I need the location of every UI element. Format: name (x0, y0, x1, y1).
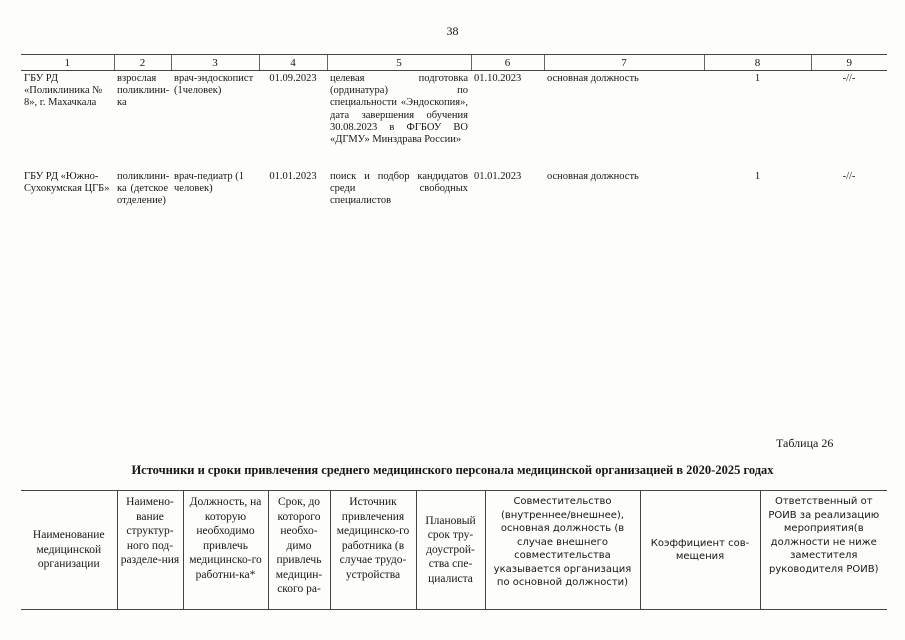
coefficient-cell: 1 (754, 73, 761, 84)
subdivision-cell: взрослая поликлини-ка (117, 73, 170, 109)
column-number: 9 (811, 55, 887, 71)
responsible-cell: -//- (842, 73, 856, 84)
combination-cell: основная должность (547, 171, 639, 182)
column-number: 8 (704, 55, 811, 71)
header-cell-source: Источник привлечения медицинско-го работника (в случае трудо-устройства (330, 491, 416, 610)
column-number: 4 (259, 55, 327, 71)
header-cell-deadline: Срок, до которого необхо-димо привлечь медицин-ского ра- (268, 491, 330, 610)
column-number: 2 (114, 55, 171, 71)
column-number: 6 (471, 55, 544, 71)
header-cell-position: Должность, на которую необходимо привлечь медицинско-го работни-ка* (183, 491, 268, 610)
combination-cell: основная должность (547, 73, 639, 84)
column-number: 1 (21, 55, 114, 71)
table-title: Источники и сроки привлечения среднего медицинского персонала медицинской организацией в 2020-2025 годах (131, 463, 774, 477)
position-cell: врач-эндоскопист (1человек) (174, 73, 254, 97)
header-cell-planned-date: Плановый срок тру-доустрой-ства спе-циалиста (416, 491, 485, 610)
header-cell-responsible: Ответственный от РОИВ за реализацию мероприятия(в должности не ниже заместителя руководителя РОИВ) (760, 491, 887, 610)
header-row (21, 491, 887, 610)
header-cell-combination: Совместительство (внутреннее/внешнее), основная должность (в случае внешнего совместительства указывается организация по основной должности) (485, 491, 640, 610)
column-number: 5 (327, 55, 471, 71)
employment-date-cell: 01.01.2023 (474, 171, 522, 182)
page-number: 38 (446, 24, 459, 38)
header-cell-coefficient: Коэффициент сов-мещения (640, 491, 760, 610)
position-cell: врач-педиатр (1 человек) (174, 171, 245, 195)
table-row (21, 169, 887, 208)
org-cell: ГБУ РД «Поликлиника № 8», г. Махачкала (24, 73, 103, 109)
date-cell: 01.09.2023 (269, 73, 317, 84)
date-cell: 01.01.2023 (269, 171, 317, 182)
table-label: Таблица 26 (776, 436, 834, 450)
column-number: 7 (544, 55, 704, 71)
column-number: 3 (171, 55, 259, 71)
header-cell-subdivision: Наимено-вание структур-ного под-разделе-ния (117, 491, 183, 610)
header-table (21, 490, 887, 610)
source-cell: поиск и подбор кандидатов среди свободных специалистов (330, 171, 468, 207)
continued-table (21, 54, 887, 208)
employment-date-cell: 01.10.2023 (474, 73, 522, 84)
subdivision-cell: поликлини-ка (детское отделение) (117, 171, 170, 207)
column-number-row (21, 55, 887, 71)
coefficient-cell: 1 (754, 171, 761, 182)
table-row (21, 71, 887, 170)
responsible-cell: -//- (842, 171, 856, 182)
header-cell-organization: Наименование медицинской организации (21, 491, 117, 610)
org-cell: ГБУ РД «Южно-Сухокумская ЦГБ» (24, 171, 110, 195)
source-cell: целевая подготовка (ординатура) по специальности «Эндоскопия», дата завершения обучения 30.08.2023 в ФГБОУ ВО «ДГМУ» Минздрава России» (330, 73, 468, 146)
